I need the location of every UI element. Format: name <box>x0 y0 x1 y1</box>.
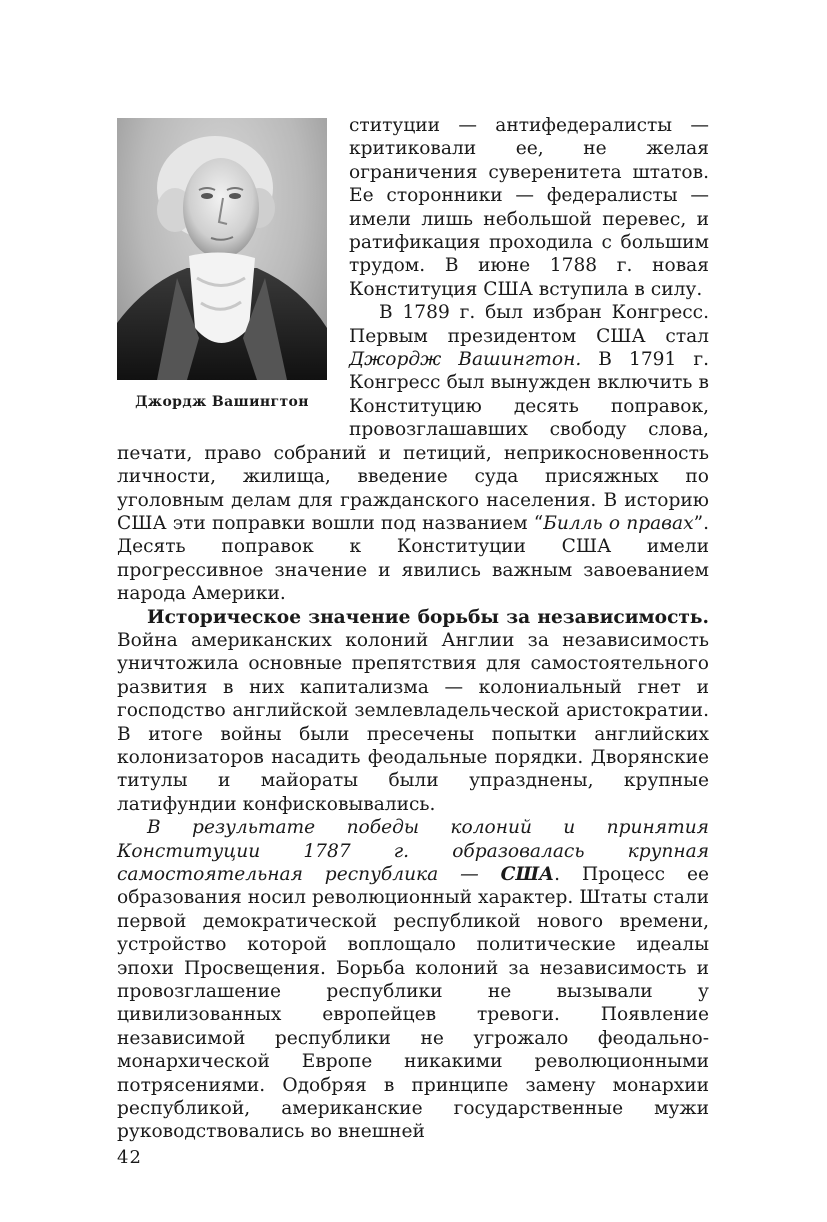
paragraph-3-text: Война американских колоний Англии за независимость уничтожила основные препятствия для самостоятельного развития в них капитализма — колониальный гнет и господство английской землевладельческой аристократии. В итоге войны были пресечены попытки английских колонизаторов насадить феодальные порядки. Дворянские титулы и майораты были упразднены, крупные латифундии конфисковывались. <box>117 629 709 815</box>
paragraph-2-text-a: В 1789 г. был избран Конгресс. Первым президентом США стал <box>349 302 709 347</box>
portrait-drawing <box>117 118 327 380</box>
paragraph-4-italic: В результате победы колоний и принятия Конституции 1787 г. образовалась крупная самостоятельная республика — <box>117 817 709 885</box>
page-body <box>117 114 709 1144</box>
portrait-image <box>117 118 327 380</box>
paragraph-2-text-e: ”. Десять поправок к Конституции США имели прогрессивное значение и явились важным завоеванием народа Америки. <box>117 512 709 605</box>
paragraph-1-text: ституции — антифедералисты — критиковали ее, не желая ограничения суверенитета штатов. Ее сторонники — федералисты — имели лишь небольшой перевес, и ратификация проходила с большим трудом. В июне 1788 г. новая Конституция США вступила в силу. <box>349 115 709 300</box>
figure-caption: Джордж Вашингтон <box>135 394 309 410</box>
paragraph-4 <box>117 816 709 1144</box>
paragraph-3 <box>117 606 709 817</box>
paragraph-4-usa: США <box>500 864 555 885</box>
paragraph-4-text: . Процесс ее образования носил революционный характер. Штаты стали первой демократической республикой нового времени, устройство которой воплощало политические идеалы эпохи Просвещения. Борьба колоний за независимость и провозглашение республики не вызывали у цивилизованных европейцев тревоги. Появление независимой республики не угрожало феодально-монархической Европе никакими революционными потрясениями. Одобряя в принципе замену монархии республикой, американские государственные мужи руководствовались во внешней <box>117 864 709 1143</box>
page-number: 42 <box>117 1147 142 1168</box>
paragraph-2-president-name: Джордж Вашингтон. <box>349 349 582 371</box>
figure <box>117 118 349 438</box>
paragraph-2-text-c: В 1791 г. Конгресс был вынужден включить в Конституцию десять поправок, провозглашавших свободу слова, печати, право собраний и петиций, неприкосновенность личности, жилища, введение суда присяжных по уголовным делам для гражданского населения. В историю США эти поправки вошли под названием “ <box>117 349 709 534</box>
paragraph-2-bill-of-rights: Билль о правах <box>543 512 694 534</box>
section-heading: Историческое значение борьбы за независимость. <box>147 606 709 628</box>
